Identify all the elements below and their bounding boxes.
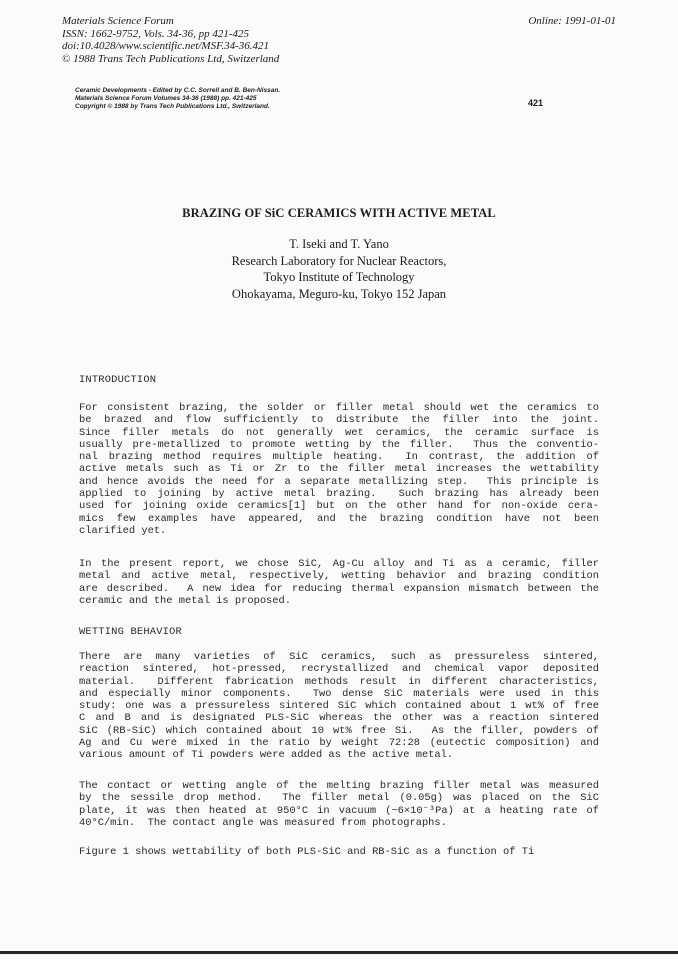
text-line: nal brazing method requires multiple heating. In contrast, the addition of bbox=[79, 451, 599, 464]
address-line: Ohokayama, Meguro-ku, Tokyo 152 Japan bbox=[231, 286, 447, 301]
text-line: ceramic and the metal is proposed. bbox=[79, 594, 292, 607]
text-line: applied to joining by active metal brazing. Such brazing has already been bbox=[79, 488, 599, 501]
text-line: various amount of Ti powders were added as the active metal. bbox=[79, 749, 454, 762]
page-number: 421 bbox=[528, 98, 544, 108]
wetting-paragraph-3 bbox=[79, 846, 599, 858]
text-line: active metals such as Ti or Zr to the filler metal increases the wettability bbox=[79, 463, 599, 476]
text-line: 40°C/min. The contact angle was measured from photographs. bbox=[79, 816, 447, 829]
stamp-line-2: Materials Science Forum Volumes 34-36 (1988) pp. 421-425 bbox=[75, 95, 257, 102]
text-line: are described. A new idea for reducing thermal expansion mismatch between the bbox=[79, 582, 599, 595]
page-bottom-rule bbox=[0, 951, 678, 954]
text-line: There are many varieties of SiC ceramics, such as pressureless sintered, bbox=[79, 651, 599, 663]
text-line: C and B and is designated PLS-SiC whereas the other was a reaction sintered bbox=[79, 712, 599, 725]
text-line: mics few examples have appeared, and the brazing condition have not been bbox=[79, 512, 599, 525]
wetting-paragraph-2 bbox=[79, 780, 599, 829]
affiliation-line-1: Research Laboratory for Nuclear Reactors, bbox=[231, 253, 447, 268]
running-header bbox=[62, 15, 502, 65]
text-line: Figure 1 shows wettability of both PLS-SiC and RB-SiC as a function of Ti bbox=[79, 846, 535, 858]
text-line: study: one was a pressureless sintered SiC which contained about 1 wt% of free bbox=[79, 700, 599, 713]
wetting-paragraph-1 bbox=[79, 651, 599, 762]
author-block bbox=[0, 236, 678, 302]
introduction-paragraph-2 bbox=[79, 558, 599, 607]
text-line: and especially minor components. Two dense SiC materials were used in this bbox=[79, 687, 599, 700]
text-line: For consistent brazing, the solder or filler metal should wet the ceramics to bbox=[79, 402, 599, 414]
copyright-line: © 1988 Trans Tech Publications Ltd, Switzerland bbox=[62, 52, 280, 65]
text-line: be brazed and flow sufficiently to distribute the filler into the joint. bbox=[79, 414, 599, 427]
text-line: used for joining oxide ceramics[1] but on the other hand for non-oxide cera- bbox=[79, 500, 599, 513]
issn-line: ISSN: 1662-9752, Vols. 34-36, pp 421-425 bbox=[62, 27, 249, 40]
introduction-paragraph-1 bbox=[79, 402, 599, 537]
author-names: T. Iseki and T. Yano bbox=[289, 237, 389, 251]
text-line: reaction sintered, hot-pressed, recrystallized and chemical vapor deposited bbox=[79, 663, 599, 676]
doi-link[interactable]: doi:10.4028/www.scientific.net/MSF.34-36.421 bbox=[62, 40, 270, 52]
section-heading-introduction: INTRODUCTION bbox=[79, 374, 157, 386]
journal-name: Materials Science Forum bbox=[62, 15, 174, 27]
publication-stamp bbox=[75, 87, 455, 111]
affiliation-line-2: Tokyo Institute of Technology bbox=[263, 270, 415, 284]
text-line: metal and active metal, respectively, wetting behavior and brazing condition bbox=[79, 570, 599, 583]
text-line: usually pre-metallized to promote wetting by the filler. Thus the conventio- bbox=[79, 438, 599, 451]
stamp-line-3: Copyright © 1988 by Trans Tech Publications Ltd., Switzerland. bbox=[75, 103, 270, 110]
text-line: Ag and Cu were mixed in the ratio by weight 72:28 (eutectic composition) and bbox=[79, 737, 599, 750]
text-line: Since filler metals do not generally wet ceramics, the ceramic surface is bbox=[79, 426, 599, 439]
online-date: Online: 1991-01-01 bbox=[528, 15, 616, 27]
text-line: plate, it was then heated at 950°C in vacuum (~6×10⁻³Pa) at a heating rate of bbox=[79, 804, 599, 817]
text-line: and hence avoids the need for a separate metallizing step. This principle is bbox=[79, 475, 599, 488]
text-line: In the present report, we chose SiC, Ag-Cu alloy and Ti as a ceramic, filler bbox=[79, 558, 599, 570]
text-line: The contact or wetting angle of the melting brazing filler metal was measured bbox=[79, 780, 599, 792]
text-line: SiC (RB-SiC) which contained about 10 wt% free Si. As the filler, powders of bbox=[79, 724, 599, 737]
text-line: by the sessile drop method. The filler metal (0.05g) was placed on the SiC bbox=[79, 792, 599, 805]
paper-title: BRAZING OF SiC CERAMICS WITH ACTIVE METAL bbox=[182, 206, 496, 220]
section-heading-wetting-behavior: WETTING BEHAVIOR bbox=[79, 626, 182, 638]
text-line: material. Different fabrication methods result in different characteristics, bbox=[79, 675, 599, 688]
stamp-line-1: Ceramic Developments - Edited by C.C. Sorrell and B. Ben-Nissan. bbox=[75, 87, 281, 94]
text-line: clarified yet. bbox=[79, 524, 167, 537]
